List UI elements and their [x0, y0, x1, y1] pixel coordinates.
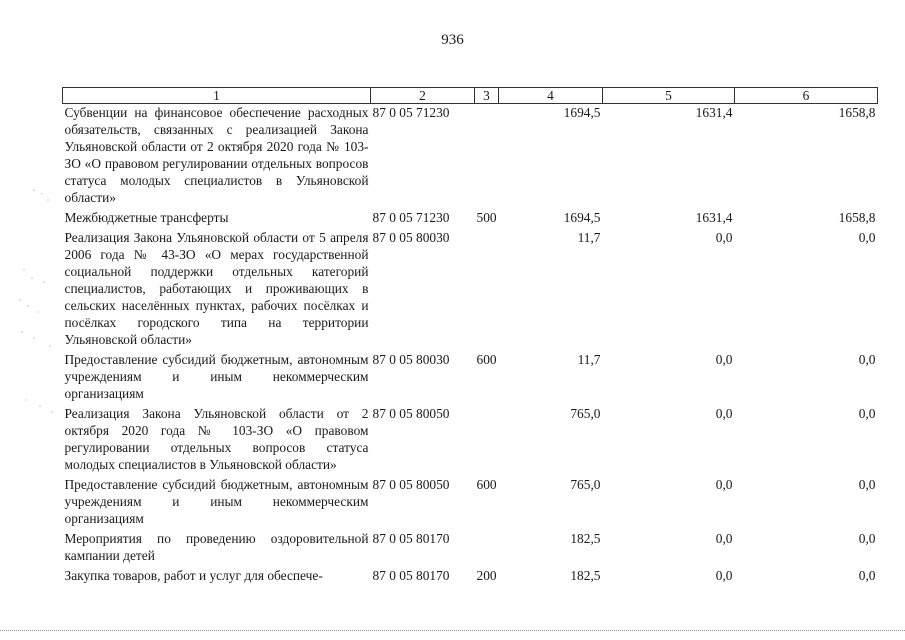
row-value-4: 765,0: [570, 477, 601, 492]
row-name: Межбюджетные трансферты: [64, 210, 229, 225]
header-col-4: 4: [499, 88, 603, 104]
table-row: [63, 530, 878, 567]
row-value-6: 0,0: [858, 352, 876, 367]
row-name: Закупка товаров, работ и услуг для обеспече-: [64, 568, 323, 583]
row-value-4: 182,5: [570, 568, 601, 583]
table-header: [63, 88, 878, 104]
row-value-6: 0,0: [858, 477, 876, 492]
header-row: [63, 88, 878, 104]
row-vr: 200: [476, 568, 497, 583]
row-name: Предоставление субсидий бюджетным, автономным учреждениям и иным некоммерческим организациям: [64, 477, 369, 526]
row-name: Реализация Закона Ульяновской области от 2 октября 2020 года № 103-ЗО «О правовом регулировании отдельных вопросов статуса молодых специалистов в Ульяновской области»: [64, 406, 369, 472]
row-value-6: 1658,8: [838, 210, 876, 225]
row-value-5: 0,0: [715, 230, 733, 245]
row-value-4: 1694,5: [563, 105, 601, 120]
header-col-5: 5: [603, 88, 735, 104]
table-row: [63, 567, 878, 587]
header-col-3: 3: [475, 88, 499, 104]
table-row: [63, 476, 878, 530]
header-col-2: 2: [371, 88, 475, 104]
table-row: [63, 229, 878, 351]
header-col-1: 1: [63, 88, 371, 104]
row-vr: [475, 229, 499, 351]
row-value-5: 0,0: [715, 568, 733, 583]
row-value-4: 11,7: [577, 230, 601, 245]
row-vr: [475, 530, 499, 567]
row-vr: 500: [476, 210, 497, 225]
row-value-5: 0,0: [715, 406, 733, 421]
row-name: Субвенции на финансовое обеспечение расходных обязательств, связанных с реализацией Закона Ульяновской области от 2 октября 2020 года № 103-ЗО «О правовом регулировании отдельных вопросов статуса молодых специалистов в Ульяновской области»: [64, 105, 369, 205]
row-value-5: 0,0: [715, 531, 733, 546]
budget-table: [62, 87, 878, 587]
row-value-5: 0,0: [715, 477, 733, 492]
row-code: 87 0 05 80050: [372, 406, 450, 421]
row-code: 87 0 05 80050: [372, 477, 450, 492]
row-name: Предоставление субсидий бюджетным, автономным учреждениям и иным некоммерческим организациям: [64, 352, 369, 401]
row-code: 87 0 05 80030: [372, 230, 450, 245]
row-value-5: 1631,4: [695, 105, 733, 120]
page-number: 936: [441, 32, 464, 48]
row-vr: [475, 104, 499, 210]
bottom-dotted-rule: [0, 630, 905, 632]
row-value-4: 11,7: [577, 352, 601, 367]
table-row: [63, 209, 878, 229]
table-body: [63, 104, 878, 588]
row-name: Реализация Закона Ульяновской области от 5 апреля 2006 года № 43-ЗО «О мерах государственной социальной поддержки отдельных категорий специалистов, работающих и проживающих в сельских населённых пунктах, рабочих посёлках и посёлках городского типа на территории Ульяновской области»: [64, 230, 369, 347]
row-value-4: 1694,5: [563, 210, 601, 225]
table-row: [63, 351, 878, 405]
row-code: 87 0 05 71230: [372, 210, 450, 225]
row-value-5: 0,0: [715, 352, 733, 367]
scan-noise-decoration: [14, 150, 58, 480]
row-code: 87 0 05 71230: [372, 105, 450, 120]
row-value-6: 0,0: [858, 531, 876, 546]
row-code: 87 0 05 80030: [372, 352, 450, 367]
row-value-4: 765,0: [570, 406, 601, 421]
row-value-6: 0,0: [858, 568, 876, 583]
row-value-4: 182,5: [570, 531, 601, 546]
row-code: 87 0 05 80170: [372, 531, 450, 546]
row-vr: 600: [476, 477, 497, 492]
row-value-5: 1631,4: [695, 210, 733, 225]
header-col-6: 6: [735, 88, 878, 104]
row-value-6: 0,0: [858, 230, 876, 245]
row-vr: 600: [476, 352, 497, 367]
table-row: [63, 405, 878, 476]
row-name: Мероприятия по проведению оздоровительной кампании детей: [64, 531, 369, 563]
row-value-6: 1658,8: [838, 105, 876, 120]
table-row: [63, 104, 878, 210]
row-vr: [475, 405, 499, 476]
row-value-6: 0,0: [858, 406, 876, 421]
row-code: 87 0 05 80170: [372, 568, 450, 583]
